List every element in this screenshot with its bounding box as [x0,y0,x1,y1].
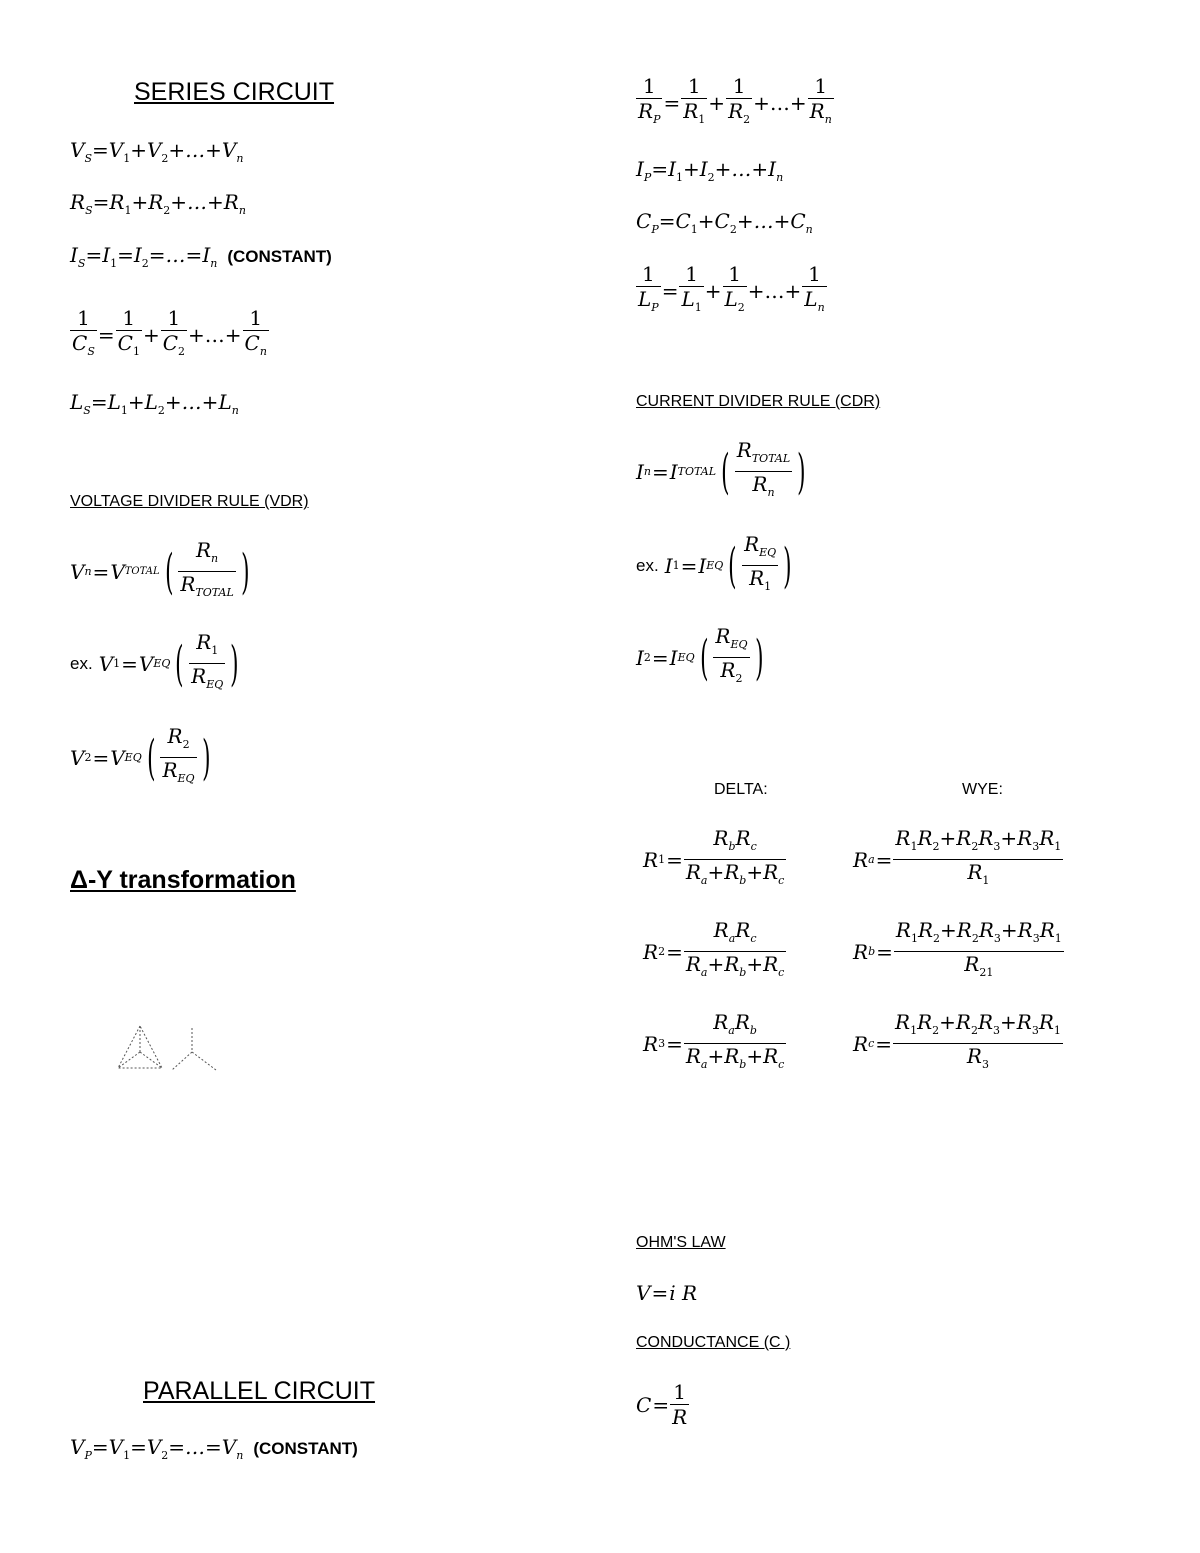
delta-r2-equation: R 2 = $\frac{R_aR_c}{R_a+R_b+R_c}$ [643,918,785,979]
vdr-general-equation: V n = V TOTAL ( $\frac{R_n}{R_{TOTAL}}$ ) [70,538,250,600]
conductance-heading: CONDUCTANCE (C ) [636,1334,791,1351]
parallel-capacitance-equation: $C_P=C_1+C_2+\dots+C_n$ [636,209,813,236]
parallel-resistance-equation: $\frac{1}{R_P}$ = $\frac{1}{R_1}$ + $\frac{1}{R_2}$ +…+ $\frac{1}{R_n}$ [638,74,832,126]
delta-r1-equation: R 1 = $\frac{R_bR_c}{R_a+R_b+R_c}$ [643,826,785,887]
series-inductance-equation: $L_S=L_1+L_2+\dots+L_n$ [70,390,239,417]
series-capacitance-equation: $\frac{1}{C_S}$ = $\frac{1}{C_1}$ + $\frac{1}{C_2}$ +…+ $\frac{1}{C_n}$ [72,306,267,358]
series-resistance-equation: $R_S=R_1+R_2+\dots+R_n$ [70,190,246,217]
delta-y-heading: Δ-Y transformation [70,866,296,894]
parallel-current-equation: $I_P=I_1+I_2+\dots+I_n$ [636,157,784,184]
delta-label: DELTA: [714,781,768,798]
wye-label: WYE: [962,781,1003,798]
vdr-example-1-equation: ex. V 1 = V EQ ( $\frac{R_1}{R_{EQ}}$ ) [70,630,239,692]
delta-wye-diagram [112,1022,222,1076]
cdr-general-equation: I n = I TOTAL ( $\frac{R_{TOTAL}}{R_n}$ ) [636,438,806,500]
vdr-ex-label: ex. [70,653,93,673]
wye-rb-denominator-sub: 21 [979,966,994,979]
wye-rc-equation: R c = $\frac{R_1R_2+R_2R_3+R_3R_1}{R_3}$ [853,1010,1061,1071]
series-circuit-heading: SERIES CIRCUIT [134,78,335,106]
vdr-heading: VOLTAGE DIVIDER RULE (VDR) [70,493,309,510]
parallel-constant-note: (CONSTANT) [253,1439,358,1458]
series-current-equation: $I_S=I_1=I_2=\dots=I_n$ (CONSTANT) [70,243,332,270]
cdr-heading: CURRENT DIVIDER RULE (CDR) [636,393,881,410]
parallel-inductance-equation: $\frac{1}{L_P}$ = $\frac{1}{L_1}$ + $\frac{1}{L_2}$ +…+ $\frac{1}{L_n}$ [638,262,825,314]
cdr-ex-label: ex. [636,555,659,575]
wye-rb-equation: R b = $\frac{R_1R_2+R_2R_3+R_3R_1}{R_{21}}$ [853,918,1062,979]
wye-ra-equation: R a = $\frac{R_1R_2+R_2R_3+R_3R_1}{R_1}$ [853,826,1062,887]
ohms-law-heading: OHM'S LAW [636,1234,726,1251]
conductance-equation: C = $\frac{1}{R}$ [636,1380,688,1429]
delta-r3-equation: R 3 = $\frac{R_aR_b}{R_a+R_b+R_c}$ [643,1010,785,1071]
parallel-circuit-heading: PARALLEL CIRCUIT [143,1377,376,1405]
ohms-law-equation: V=i R [636,1281,698,1305]
cdr-example-2-equation: I 2 = I EQ ( $\frac{R_{EQ}}{R_2}$ ) [636,624,764,686]
series-constant-note: (CONSTANT) [227,247,332,266]
vdr-example-2-equation: V 2 = V EQ ( $\frac{R_2}{R_{EQ}}$ ) [70,724,211,786]
cdr-example-1-equation: ex. I 1 = I EQ ( $\frac{R_{EQ}}{R_1}$ ) [636,532,792,594]
parallel-voltage-equation: $V_P=V_1=V_2=\dots=V_n$ (CONSTANT) [70,1435,358,1462]
series-voltage-equation: $V_S=V_1+V_2+\dots+V_n$ [70,138,244,165]
